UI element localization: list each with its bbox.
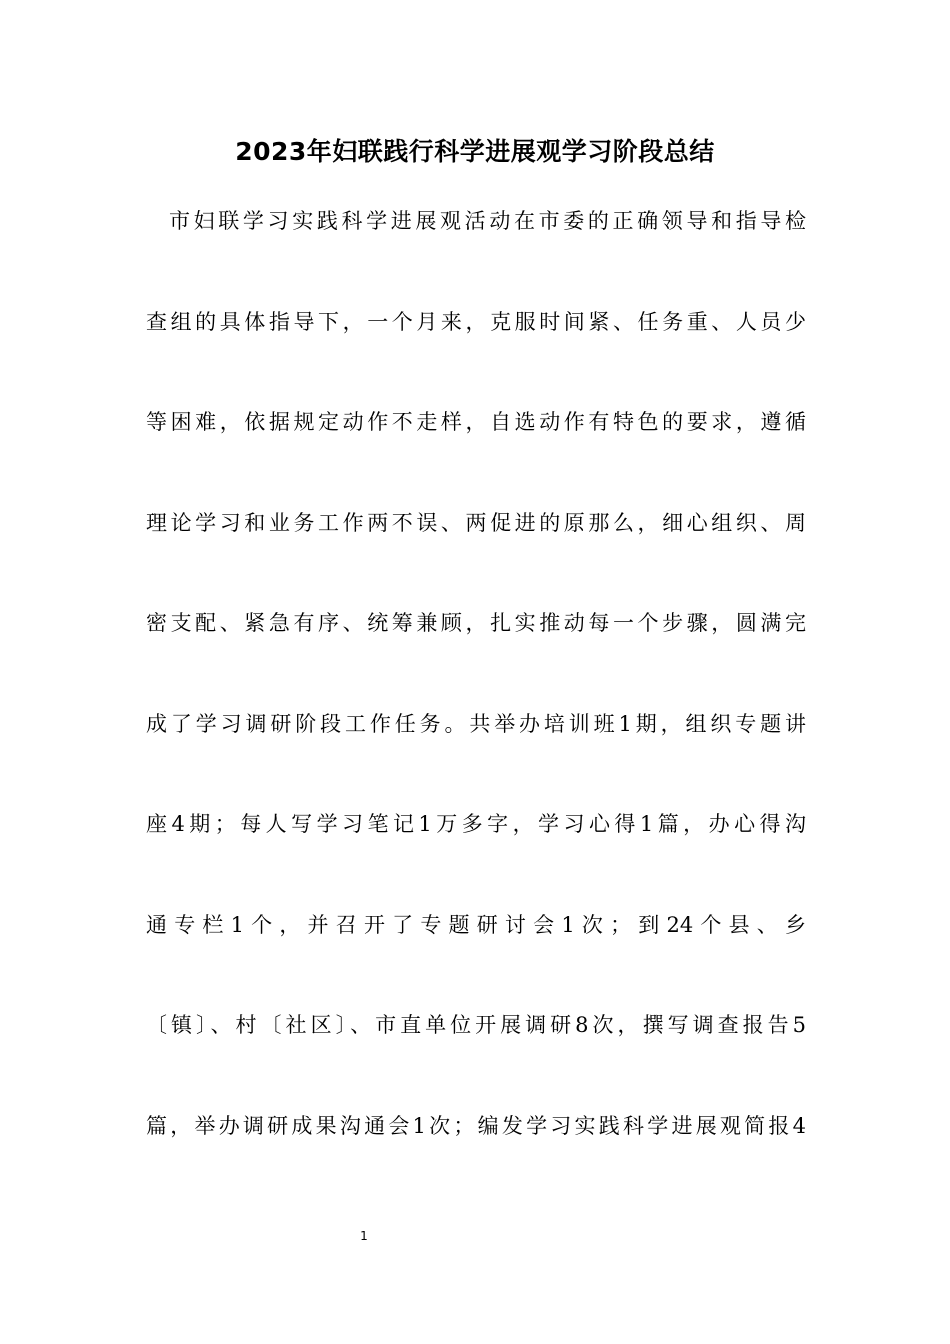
body-line-5: 密支配、紧急有序、统筹兼顾，扎实推动每一个步骤，圆满完 <box>146 611 806 635</box>
body-line-10: 篇，举办调研成果沟通会1次；编发学习实践科学进展观简报4 <box>146 1113 806 1138</box>
body-line-4: 理论学习和业务工作两不误、两促进的原那么，细心组织、周 <box>146 510 806 535</box>
document-title: 2023年妇联践行科学进展观学习阶段总结 <box>235 137 715 166</box>
body-line-7: 座4期；每人写学习笔记1万多字，学习心得1篇，办心得沟 <box>146 812 806 836</box>
page-number: 1 <box>360 1229 368 1243</box>
body-line-2: 查组的具体指导下，一个月来，克服时间紧、任务重、人员少 <box>146 309 806 334</box>
document-body <box>146 203 806 1208</box>
body-line-9: 〔镇〕、村〔社区〕、市直单位开展调研8次，撰写调查报告5 <box>146 1013 806 1037</box>
body-line-8: 通专栏1个，并召开了专题研讨会1次；到24个县、乡 <box>146 912 806 937</box>
body-line-3: 等困难，依据规定动作不走样，自选动作有特色的要求，遵循 <box>146 410 806 434</box>
body-line-6: 成了学习调研阶段工作任务。共举办培训班1期，组织专题讲 <box>146 711 806 736</box>
body-line-1: 市妇联学习实践科学进展观活动在市委的正确领导和指导检 <box>169 209 806 233</box>
